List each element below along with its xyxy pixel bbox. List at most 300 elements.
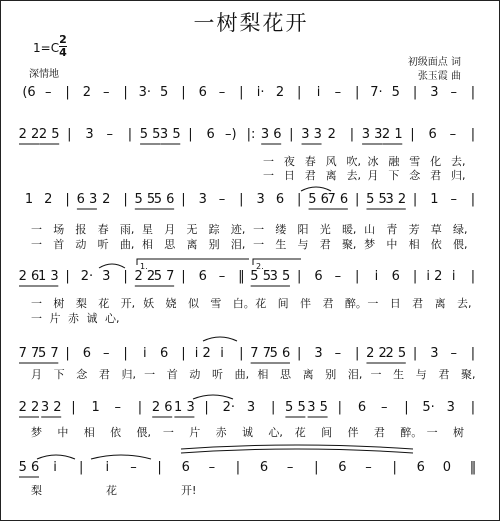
- note: 2 5: [38, 127, 60, 142]
- lyric-line: [1, 297, 500, 311]
- barline: |: [239, 346, 244, 361]
- note: 2 6: [151, 400, 173, 415]
- lyric-syllable: 伴: [347, 426, 359, 439]
- lyric-syllable: 生: [393, 368, 405, 381]
- barline: |: [65, 85, 70, 100]
- note: –: [208, 460, 216, 475]
- note: –: [114, 400, 122, 415]
- note: 6: [391, 269, 400, 284]
- note: 3: [102, 269, 111, 284]
- barline: |: [67, 127, 72, 142]
- note: 2: [327, 127, 336, 142]
- lyric-syllable: 离: [302, 368, 314, 381]
- barline: |: [412, 85, 418, 100]
- barline: |: [157, 460, 162, 475]
- volta-number-1: 1.: [140, 262, 148, 271]
- lyric-syllable: 偎,: [453, 238, 468, 251]
- slur: [37, 455, 75, 459]
- lyric-syllable: 相: [257, 368, 269, 381]
- note: –: [102, 346, 110, 361]
- lyric-syllable: 无: [186, 223, 198, 236]
- note: i: [316, 85, 321, 100]
- barline: |: [337, 400, 342, 415]
- lyric-syllable: 念: [409, 169, 421, 182]
- barline: ‖: [469, 460, 477, 475]
- lyric-syllable: 与: [415, 368, 427, 381]
- lyric-syllable: 一: [263, 155, 274, 168]
- lyric-syllable: 中: [386, 238, 398, 251]
- barline: |: [297, 85, 302, 100]
- note: 2: [82, 85, 92, 100]
- note: 2·: [222, 400, 235, 415]
- lyric-syllable: 曲,: [234, 368, 250, 381]
- lyric-syllable: 梦: [364, 238, 376, 251]
- lyric-syllable: 娆: [165, 297, 177, 310]
- barline: |: [204, 400, 209, 415]
- note: –: [365, 460, 372, 475]
- lyric-syllable: 曲,: [119, 238, 135, 251]
- note: 6: [82, 346, 92, 361]
- lyric-syllable: 君: [373, 426, 385, 439]
- note: 6: [416, 460, 425, 475]
- barline: |: [235, 460, 241, 475]
- note: –: [286, 460, 294, 475]
- barline: |: [354, 346, 360, 361]
- note: 1: [91, 400, 100, 415]
- note: 5 7: [153, 269, 175, 284]
- slur: [193, 395, 233, 399]
- lyric-syllable: 去,: [451, 155, 466, 168]
- note: i: [220, 346, 224, 361]
- lyric-syllable: 一: [31, 297, 42, 310]
- note: 7·: [370, 85, 383, 100]
- note: 6: [159, 346, 169, 361]
- lyric-line: [1, 312, 500, 326]
- lyric-syllable: 君: [322, 297, 334, 310]
- note: 5 5: [366, 192, 387, 207]
- note: 2 2: [366, 346, 387, 361]
- composer-credit: 张玉霞 曲: [417, 71, 461, 82]
- lyric-syllable: 雪: [210, 297, 222, 310]
- note: 3: [430, 346, 439, 361]
- barline: |: [65, 192, 70, 207]
- lyric-line: [1, 484, 500, 498]
- lyric-syllable: 听: [212, 368, 224, 381]
- lyric-syllable: 与: [297, 238, 309, 251]
- note: 1 3: [37, 269, 59, 284]
- lyric-syllable: 绿,: [453, 223, 468, 236]
- volta-bracket-1: [137, 259, 249, 265]
- key-signature: 1=C: [33, 41, 60, 55]
- time-numerator: 2: [59, 33, 67, 46]
- lyric-syllable: 下: [388, 169, 400, 182]
- lyric-syllable: 一: [31, 312, 42, 325]
- lyric-syllable: 月: [31, 368, 42, 381]
- note: –: [450, 85, 457, 100]
- barline: |: [123, 346, 128, 361]
- lyric-syllable: 首: [53, 238, 65, 251]
- barline: |: [188, 127, 193, 142]
- lyric-syllable: 聚,: [461, 368, 476, 381]
- note: 2 6: [18, 269, 40, 284]
- barline: |: [127, 127, 133, 142]
- lyric-syllable: 归,: [121, 368, 137, 381]
- lyric-syllable: 月: [367, 169, 379, 182]
- lyric-syllable: 草: [430, 223, 442, 236]
- note: 1: [24, 192, 34, 207]
- note: 3: [85, 127, 94, 142]
- barline: |: [123, 85, 128, 100]
- lyric-syllable: 花: [294, 426, 306, 439]
- slur: [301, 187, 331, 191]
- lyric-syllable: 融: [388, 155, 400, 168]
- note: 3: [430, 85, 439, 100]
- time-signature: [59, 34, 67, 58]
- lyric-syllable: 似: [187, 297, 199, 310]
- note: 6: [206, 127, 215, 142]
- lyric-syllable: 树: [53, 297, 65, 310]
- lyric-syllable: 醉。: [400, 426, 423, 439]
- lyric-syllable: 赤: [68, 312, 79, 325]
- lyric-syllable: 动: [189, 368, 201, 381]
- lyric-syllable: 梨: [31, 484, 42, 497]
- lyric-syllable: 依: [110, 426, 122, 439]
- note: 2 2: [134, 269, 156, 284]
- note: 5 5: [139, 127, 161, 142]
- lyric-syllable: 梨: [75, 297, 87, 310]
- barline: |: [297, 192, 302, 207]
- lyric-syllable: 思: [279, 368, 291, 381]
- note: 5 6: [18, 460, 40, 475]
- notation-line: [1, 192, 500, 208]
- note: 6: [428, 127, 437, 142]
- barline: |: [392, 460, 397, 475]
- lyric-syllable: 树: [453, 426, 464, 439]
- barline: |: [412, 346, 418, 361]
- note: 3 2: [385, 192, 407, 207]
- lyric-syllable: 泪,: [230, 238, 246, 251]
- note: 2: [275, 85, 285, 100]
- lyric-syllable: 夜: [283, 155, 295, 168]
- note: i: [105, 460, 110, 475]
- barline: |: [181, 85, 186, 100]
- lyric-syllable: 泪,: [347, 368, 363, 381]
- barline: |: [181, 192, 186, 207]
- notation-line: [1, 346, 500, 362]
- lyric-syllable: 去,: [457, 297, 472, 310]
- lyric-syllable: 离: [186, 238, 198, 251]
- note: 5 5: [134, 192, 156, 207]
- note: i·: [256, 85, 265, 100]
- lyric-syllable: 化: [430, 155, 442, 168]
- note: 5 5: [285, 400, 306, 415]
- note: (6: [22, 85, 36, 100]
- note: 2 1: [381, 127, 403, 142]
- note: –: [334, 346, 342, 361]
- note: 5·: [422, 400, 435, 415]
- note: 6: [259, 460, 269, 475]
- note: 3 6: [260, 127, 282, 142]
- note: –: [130, 460, 137, 475]
- time-denominator: 4: [59, 46, 67, 59]
- lyric-syllable: 光: [319, 223, 331, 236]
- note: 6: [338, 460, 347, 475]
- note: –): [225, 127, 237, 142]
- note: i 2: [194, 346, 211, 361]
- barline: |: [354, 192, 360, 207]
- barline: |: [404, 400, 409, 415]
- lyric-syllable: 听: [97, 238, 109, 251]
- note: 3 5: [307, 400, 328, 415]
- lyric-syllable: 君: [319, 238, 331, 251]
- note: 2 2: [18, 400, 40, 415]
- lyric-syllable: 下: [53, 368, 65, 381]
- lyric-syllable: 雨,: [119, 223, 135, 236]
- lyric-syllable: 一: [263, 169, 274, 182]
- lyric-line: [1, 223, 500, 237]
- barline: |: [79, 460, 84, 475]
- note: –: [450, 346, 457, 361]
- note: 2 5: [385, 346, 407, 361]
- lyric-syllable: 一: [370, 368, 382, 381]
- barline: |: [354, 85, 360, 100]
- lyric-syllable: 暖,: [341, 223, 357, 236]
- barline: |: [470, 192, 476, 207]
- note: 5 6: [269, 346, 291, 361]
- lyric-syllable: 开,: [120, 297, 136, 310]
- note: 5: [391, 85, 400, 100]
- notation-line: [1, 400, 500, 416]
- lyric-line: [1, 155, 500, 169]
- lyric-syllable: 思: [164, 238, 176, 251]
- barline: |: [123, 269, 128, 284]
- barline: |: [470, 85, 476, 100]
- lyric-syllable: 赤: [215, 426, 227, 439]
- slur: [181, 449, 413, 453]
- note: 6: [357, 400, 367, 415]
- barline: |: [470, 346, 476, 361]
- barline: |: [349, 127, 355, 142]
- barline: |: [470, 269, 476, 284]
- lyric-syllable: 一: [31, 238, 42, 251]
- lyric-syllable: 山: [364, 223, 376, 236]
- notation-line: [1, 85, 500, 101]
- lyric-syllable: 别: [325, 368, 337, 381]
- note: 6: [198, 85, 207, 100]
- lyric-syllable: 风: [325, 155, 337, 168]
- barline: |: [412, 192, 418, 207]
- lyric-syllable: 花: [106, 484, 117, 497]
- lyric-syllable: 月: [164, 223, 176, 236]
- lyric-syllable: 星: [142, 223, 154, 236]
- barline: |: [65, 269, 70, 284]
- barline: |: [470, 127, 476, 142]
- note: 6: [314, 269, 323, 284]
- note: i 2: [426, 269, 443, 284]
- lyric-syllable: 念: [76, 368, 88, 381]
- barline: |: [470, 400, 476, 415]
- barline: |: [71, 400, 76, 415]
- lyric-syllable: 依: [430, 238, 442, 251]
- note: –: [334, 269, 342, 284]
- barline: ‖: [238, 269, 245, 284]
- barline: |: [297, 346, 302, 361]
- slur: [203, 337, 237, 341]
- note: 7 7: [18, 346, 40, 361]
- barline: |: [297, 269, 302, 284]
- lyric-syllable: 相: [83, 426, 95, 439]
- lyric-syllable: 间: [321, 426, 333, 439]
- notation-line: [1, 460, 500, 476]
- note: i: [143, 346, 147, 361]
- lyric-syllable: 心,: [268, 426, 283, 439]
- expression-marking: 深情地: [29, 69, 59, 80]
- barline: |: [137, 400, 143, 415]
- note: 3·: [138, 85, 152, 100]
- note: –: [334, 85, 342, 100]
- barline: |: [289, 127, 294, 142]
- barline: |: [412, 269, 418, 284]
- slur: [181, 445, 413, 449]
- note: 6: [198, 269, 207, 284]
- note: 5: [159, 85, 169, 100]
- note: 3: [246, 400, 256, 415]
- note: 3 3: [301, 127, 322, 142]
- lyric-syllable: 离: [325, 169, 337, 182]
- lyric-syllable: 君: [438, 368, 450, 381]
- lyric-syllable: 醉。: [344, 297, 367, 310]
- lyric-syllable: 偎,: [136, 426, 151, 439]
- note: 6 3: [76, 192, 98, 207]
- lyric-syllable: 花: [98, 297, 110, 310]
- note: 1: [430, 192, 439, 207]
- lyric-syllable: 梦: [31, 426, 42, 439]
- lyric-syllable: 君: [430, 169, 442, 182]
- lyric-syllable: 归,: [451, 169, 466, 182]
- lyric-syllable: 雪: [409, 155, 421, 168]
- lyric-syllable: 诚: [242, 426, 253, 439]
- lyric-line: [1, 426, 500, 440]
- note: 7 6: [327, 192, 349, 207]
- lyric-syllable: 相: [408, 238, 420, 251]
- lyric-syllable: 聚,: [341, 238, 357, 251]
- lyric-syllable: 君: [98, 368, 110, 381]
- barline: |: [181, 269, 186, 284]
- note: i: [53, 460, 57, 475]
- lyric-syllable: 一: [253, 223, 265, 236]
- barline: |: [314, 460, 319, 475]
- lyric-syllable: 迹,: [230, 223, 246, 236]
- note: 3: [198, 192, 207, 207]
- lyric-line: [1, 368, 500, 382]
- note: 5 5: [250, 269, 271, 284]
- barline: |: [181, 346, 186, 361]
- lyric-syllable: 一: [367, 297, 379, 310]
- barline: |: [354, 269, 360, 284]
- slur: [91, 455, 151, 459]
- barline: |: [239, 192, 244, 207]
- note: 3: [446, 400, 455, 415]
- lyric-syllable: 生: [275, 238, 287, 251]
- note: 2: [44, 192, 53, 207]
- note: 3 3: [361, 127, 383, 142]
- lyricist-credit: 初级面点 词: [407, 57, 461, 68]
- lyric-syllable: 青: [386, 223, 398, 236]
- note: 1 3: [174, 400, 195, 415]
- lyric-syllable: 芳: [408, 223, 420, 236]
- lyric-syllable: 冰: [367, 155, 379, 168]
- note: –: [449, 127, 457, 142]
- lyric-syllable: 开!: [181, 484, 197, 497]
- lyric-syllable: 花: [255, 297, 267, 310]
- lyric-line: [1, 238, 500, 252]
- lyric-syllable: 动: [75, 238, 87, 251]
- note: 5 6: [153, 192, 175, 207]
- note: –: [218, 269, 226, 284]
- lyric-syllable: 伴: [300, 297, 312, 310]
- note: 3: [256, 192, 265, 207]
- note: 0: [442, 460, 452, 475]
- lyric-syllable: 片: [49, 312, 61, 325]
- lyric-syllable: 场: [53, 223, 65, 236]
- note: 3: [314, 346, 323, 361]
- note: 2·: [80, 269, 94, 284]
- lyric-syllable: 间: [277, 297, 289, 310]
- lyric-syllable: 报: [75, 223, 87, 236]
- note: 2 2: [18, 127, 40, 142]
- volta-number-2: 2.: [256, 262, 264, 271]
- notation-line: [1, 127, 500, 143]
- lyric-syllable: 中: [57, 426, 69, 439]
- barline: |: [123, 192, 128, 207]
- note: –: [218, 85, 226, 100]
- lyric-syllable: 去,: [346, 169, 362, 182]
- note: –: [218, 192, 226, 207]
- note: 6: [181, 460, 190, 475]
- note: 2: [102, 192, 111, 207]
- note: 3 5: [269, 269, 291, 284]
- note: 5 6: [308, 192, 329, 207]
- note: i: [451, 269, 456, 284]
- lyric-syllable: 妖: [143, 297, 155, 310]
- lyric-syllable: 阳: [297, 223, 309, 236]
- lyric-syllable: 片: [189, 426, 201, 439]
- barline: |: [270, 400, 276, 415]
- note: i: [374, 269, 379, 284]
- lyric-syllable: 君: [304, 169, 316, 182]
- note: 3 2: [40, 400, 62, 415]
- note: 3 5: [159, 127, 181, 142]
- lyric-syllable: 白。: [232, 297, 255, 310]
- barline: |: [239, 85, 244, 100]
- note: 7 7: [250, 346, 271, 361]
- lyric-syllable: 心,: [105, 312, 120, 325]
- lyric-syllable: 日: [389, 297, 401, 310]
- lyric-syllable: 别: [208, 238, 220, 251]
- lyric-syllable: 一: [31, 223, 42, 236]
- note: –: [380, 400, 388, 415]
- lyric-syllable: 离: [434, 297, 446, 310]
- barline: |: [65, 346, 70, 361]
- lyric-syllable: 吹,: [346, 155, 362, 168]
- lyric-syllable: 诚: [86, 312, 98, 325]
- notation-line: [1, 269, 500, 285]
- barline: |:: [246, 127, 256, 142]
- note: –: [102, 85, 110, 100]
- lyric-syllable: 缕: [275, 223, 287, 236]
- note: –: [450, 192, 457, 207]
- slur: [99, 264, 125, 268]
